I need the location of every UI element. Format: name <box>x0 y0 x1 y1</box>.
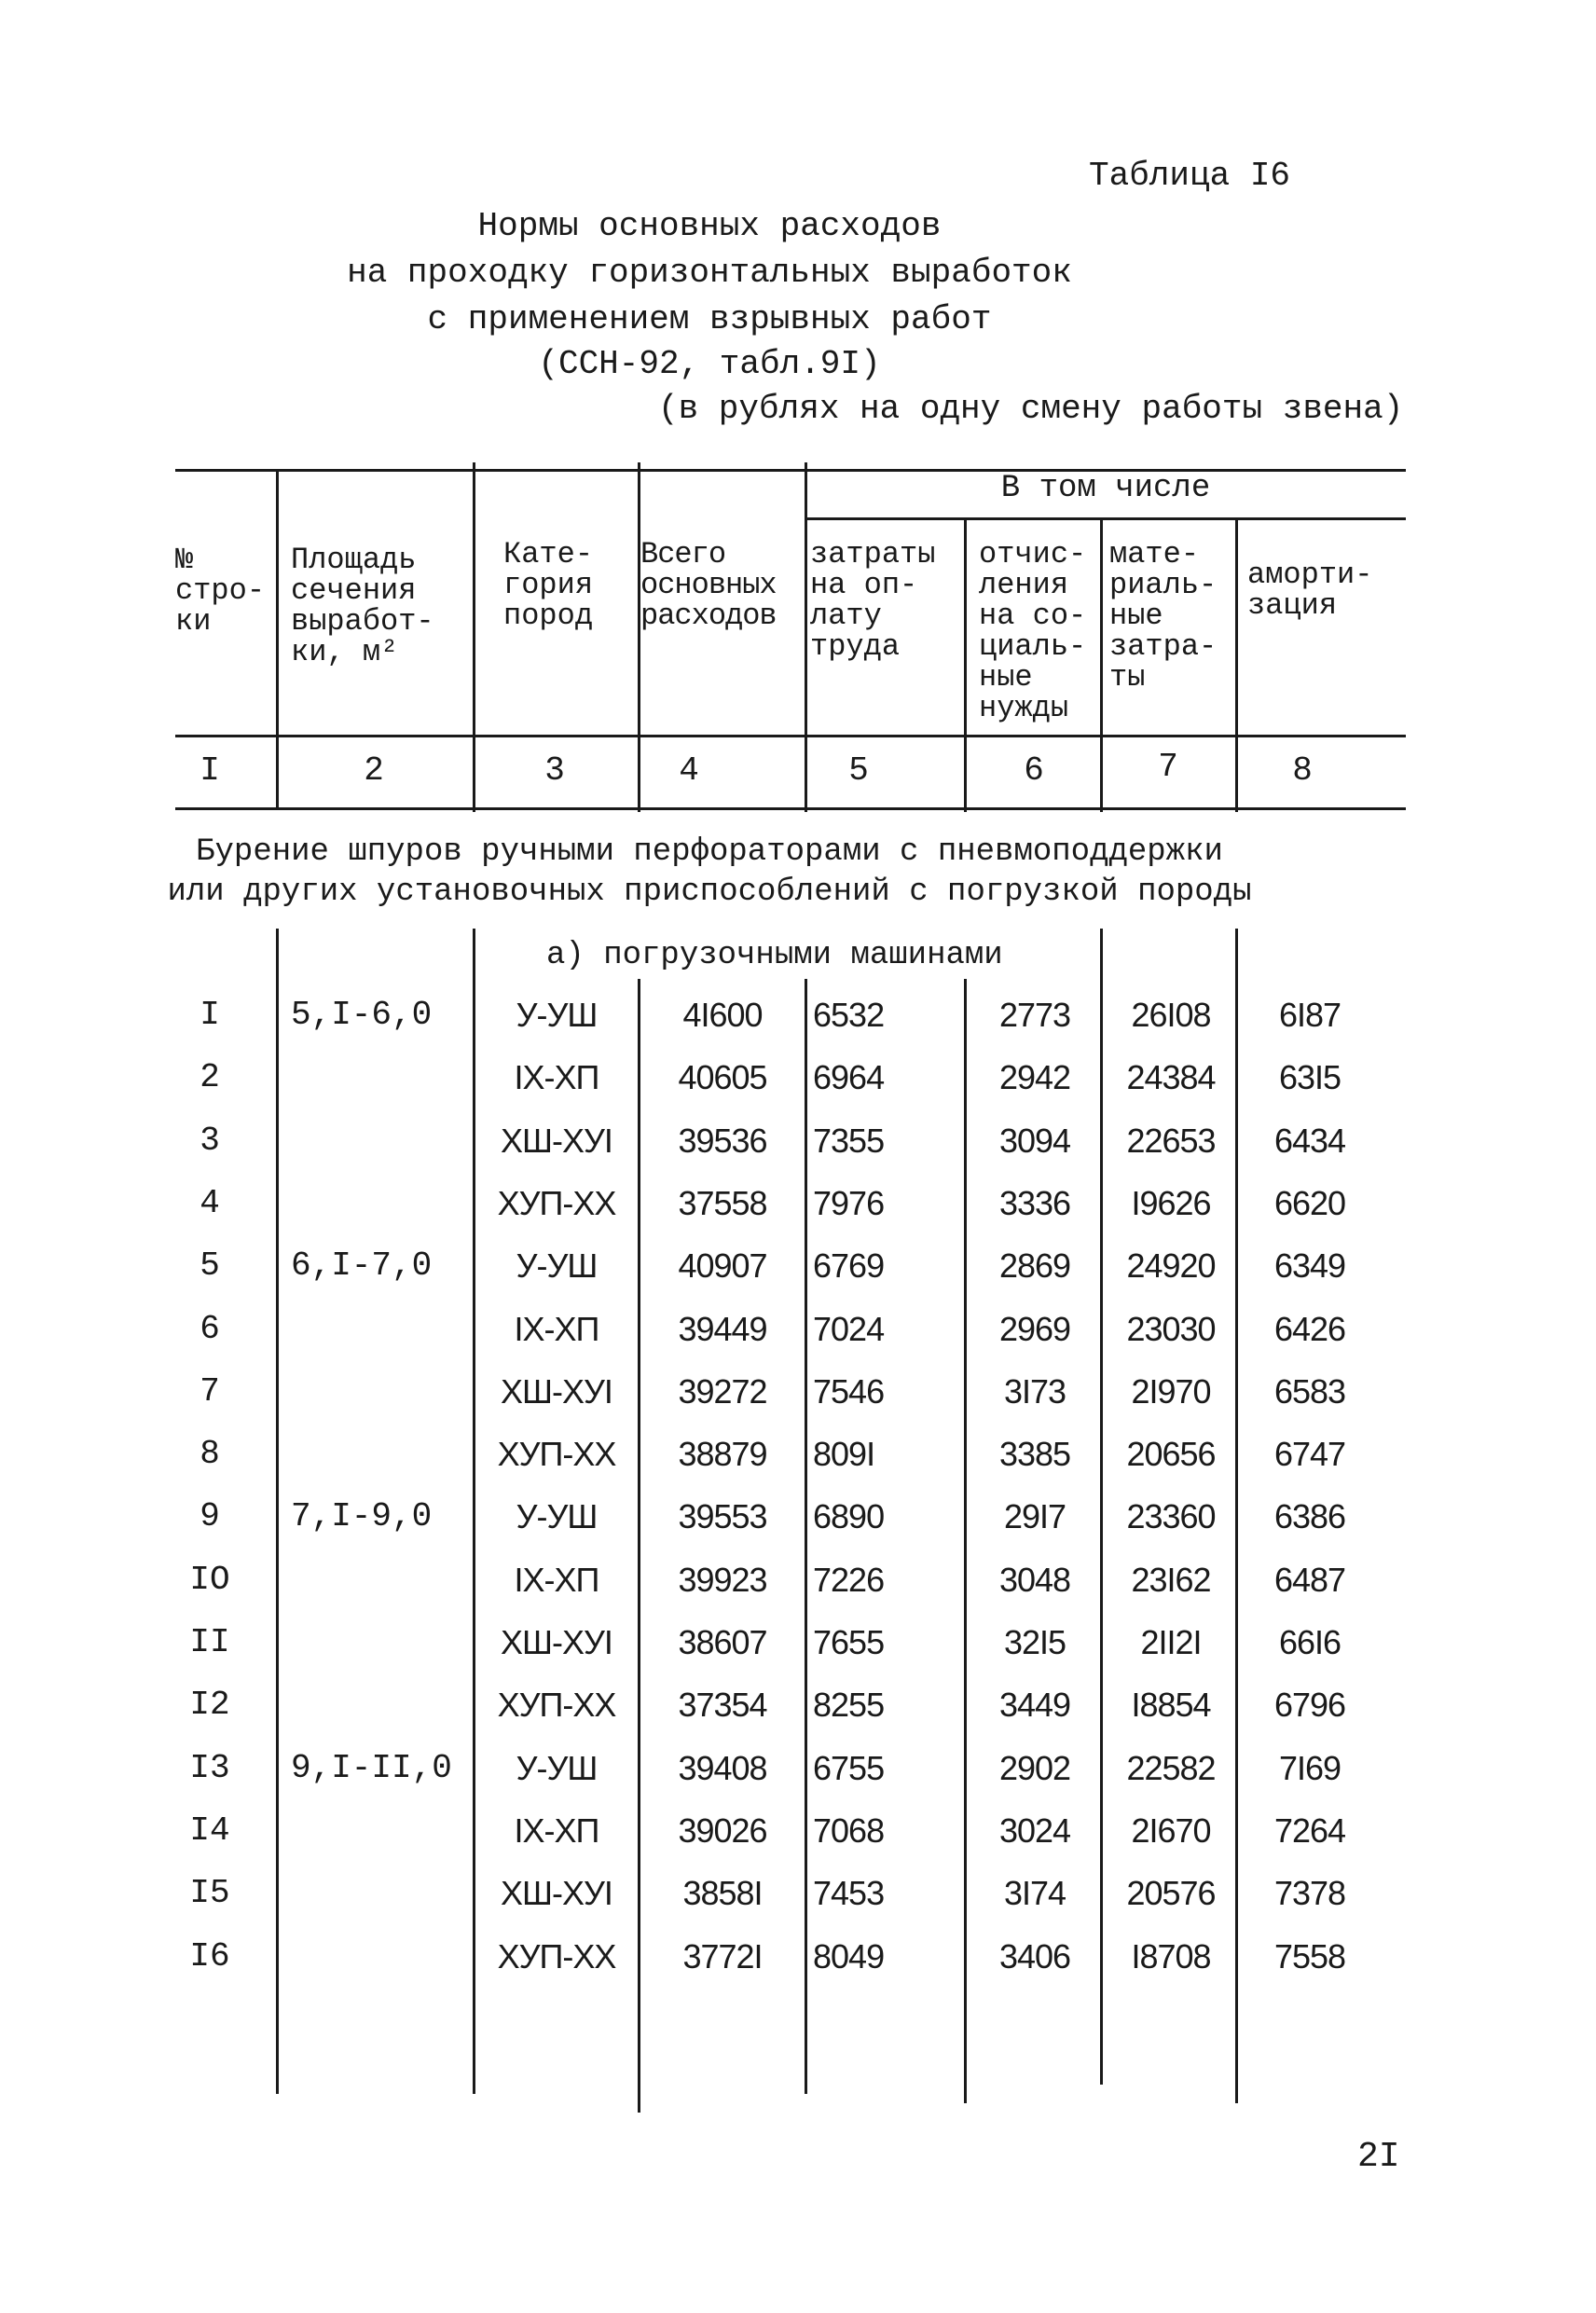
labor-cell: 7546 <box>813 1372 885 1411</box>
labor-cell: 7024 <box>813 1310 885 1348</box>
col-number-4: 4 <box>679 751 699 790</box>
category-cell: У-УШ <box>516 1497 598 1535</box>
amortization-cell: 6386 <box>1273 1497 1346 1535</box>
col-number-6: 6 <box>1024 751 1044 790</box>
section-title-1: Бурение шпуров ручными перфораторами с пневмоподдержки <box>196 834 1223 870</box>
material-cell: 23360 <box>1126 1497 1216 1535</box>
header-vline-7 <box>1235 517 1238 812</box>
title-line-2: на проходку горизонтальных выработок <box>347 254 1072 292</box>
social-cell: 3449 <box>998 1686 1071 1724</box>
col-header-2: Площадь сечения выработ- ки, м² <box>291 543 434 669</box>
material-cell: 2II2I <box>1140 1623 1202 1661</box>
labor-cell: 6964 <box>813 1058 885 1096</box>
header-vline-4 <box>805 462 807 812</box>
total-cell: 39449 <box>678 1310 767 1348</box>
social-cell: 2869 <box>998 1246 1071 1285</box>
labor-cell: 7976 <box>813 1184 885 1222</box>
material-cell: 2I970 <box>1131 1372 1211 1411</box>
row-number-cell: 9 <box>200 1497 220 1535</box>
category-cell: У-УШ <box>516 1749 598 1787</box>
col-header-5: затраты на оп- лату труда <box>810 537 936 664</box>
row-number-cell: IO <box>189 1561 230 1599</box>
row-number-cell: 4 <box>200 1184 220 1222</box>
body-vline-3 <box>638 979 640 2113</box>
col-number-8: 8 <box>1292 751 1313 790</box>
amortization-cell: 6583 <box>1273 1372 1346 1411</box>
amortization-cell: 63I5 <box>1278 1058 1341 1096</box>
labor-cell: 6769 <box>813 1246 885 1285</box>
amortization-cell: 6747 <box>1273 1435 1346 1473</box>
labor-cell: 7226 <box>813 1561 885 1599</box>
amortization-cell: 6426 <box>1273 1310 1346 1348</box>
labor-cell: 6532 <box>813 996 885 1034</box>
title-line-1: Нормы основных расходов <box>477 207 942 245</box>
body-vline-4 <box>805 979 807 2094</box>
col-header-1: № стро- ки <box>175 543 266 639</box>
col-number-5: 5 <box>848 751 869 790</box>
col-header-6: отчис- ления на со- циаль- ные нужды <box>979 537 1087 725</box>
col-header-3: Кате- гория пород <box>503 537 594 633</box>
section-title-2: или других установочных приспособлений с погрузкой породы <box>167 874 1252 910</box>
social-cell: 29I7 <box>1003 1497 1066 1535</box>
labor-cell: 7068 <box>813 1811 885 1850</box>
material-cell: I8708 <box>1131 1937 1211 1976</box>
labor-cell: 809I <box>813 1435 875 1473</box>
header-vline-6 <box>1100 517 1103 812</box>
social-cell: 3048 <box>998 1561 1071 1599</box>
subsection-title: а) погрузочными машинами <box>546 938 1003 973</box>
col-number-1: I <box>200 751 220 790</box>
total-cell: 38879 <box>678 1435 767 1473</box>
area-cell: 6,I-7,0 <box>291 1246 433 1285</box>
header-mid-rule <box>175 735 1406 737</box>
header-vline-5 <box>964 517 967 812</box>
material-cell: 23030 <box>1126 1310 1216 1348</box>
row-number-cell: 5 <box>200 1246 220 1285</box>
page-number: 2I <box>1357 2137 1400 2177</box>
category-cell: IХ-ХП <box>514 1811 599 1850</box>
amortization-cell: 6349 <box>1273 1246 1346 1285</box>
group-rule <box>805 517 1406 520</box>
area-cell: 5,I-6,0 <box>291 996 433 1034</box>
social-cell: 2902 <box>998 1749 1071 1787</box>
social-cell: 3I73 <box>1003 1372 1066 1411</box>
category-cell: ХУП-ХХ <box>497 1686 616 1724</box>
table-label: Таблица I6 <box>1089 157 1291 195</box>
row-number-cell: I4 <box>189 1811 230 1850</box>
labor-cell: 6755 <box>813 1749 885 1787</box>
material-cell: 24384 <box>1126 1058 1216 1096</box>
total-cell: 4I600 <box>682 996 763 1034</box>
header-vline-1 <box>276 469 279 810</box>
social-cell: 3094 <box>998 1122 1071 1160</box>
material-cell: 2I670 <box>1131 1811 1211 1850</box>
header-bottom-rule <box>175 807 1406 810</box>
amortization-cell: 6I87 <box>1278 996 1341 1034</box>
category-cell: ХУП-ХХ <box>497 1435 616 1473</box>
area-cell: 9,I-II,0 <box>291 1749 452 1787</box>
row-number-cell: I2 <box>189 1686 230 1724</box>
category-cell: У-УШ <box>516 1246 598 1285</box>
social-cell: 2942 <box>998 1058 1071 1096</box>
social-cell: 32I5 <box>1003 1623 1066 1661</box>
category-cell: IХ-ХП <box>514 1058 599 1096</box>
amortization-cell: 7558 <box>1273 1937 1346 1976</box>
material-cell: I9626 <box>1131 1184 1211 1222</box>
category-cell: IХ-ХП <box>514 1561 599 1599</box>
social-cell: 3I74 <box>1003 1874 1066 1912</box>
labor-cell: 7355 <box>813 1122 885 1160</box>
social-cell: 2969 <box>998 1310 1071 1348</box>
category-cell: У-УШ <box>516 996 598 1034</box>
col-header-8: аморти- зация <box>1247 558 1373 623</box>
col-number-7: 7 <box>1158 748 1178 786</box>
row-number-cell: I3 <box>189 1749 230 1787</box>
total-cell: 39408 <box>678 1749 767 1787</box>
row-number-cell: I <box>200 996 220 1034</box>
row-number-cell: 3 <box>200 1122 220 1160</box>
col-number-3: 3 <box>544 751 565 790</box>
row-number-cell: 8 <box>200 1435 220 1473</box>
header-vline-3 <box>638 462 640 812</box>
social-cell: 3385 <box>998 1435 1071 1473</box>
labor-cell: 8255 <box>813 1686 885 1724</box>
category-cell: ХШ-ХУI <box>501 1623 612 1661</box>
total-cell: 37354 <box>678 1686 767 1724</box>
amortization-cell: 7I69 <box>1278 1749 1341 1787</box>
body-vline-5 <box>964 979 967 2103</box>
material-cell: 23I62 <box>1131 1561 1211 1599</box>
social-cell: 3406 <box>998 1937 1071 1976</box>
total-cell: 37558 <box>678 1184 767 1222</box>
labor-cell: 8049 <box>813 1937 885 1976</box>
row-number-cell: 7 <box>200 1372 220 1411</box>
category-cell: ХШ-ХУI <box>501 1122 612 1160</box>
title-line-4: (ССН-92, табл.9I) <box>538 345 881 383</box>
material-cell: 26I08 <box>1131 996 1211 1034</box>
group-header: В том числе <box>1000 471 1211 506</box>
total-cell: 39536 <box>678 1122 767 1160</box>
total-cell: 3772I <box>682 1937 763 1976</box>
material-cell: 22582 <box>1126 1749 1216 1787</box>
area-cell: 7,I-9,0 <box>291 1497 433 1535</box>
total-cell: 39553 <box>678 1497 767 1535</box>
col-header-4: Всего основных расходов <box>640 537 777 633</box>
category-cell: ХУП-ХХ <box>497 1184 616 1222</box>
row-number-cell: I6 <box>189 1937 230 1976</box>
row-number-cell: 6 <box>200 1310 220 1348</box>
total-cell: 38607 <box>678 1623 767 1661</box>
total-cell: 39923 <box>678 1561 767 1599</box>
col-header-7: мате- риаль- ные затра- ты <box>1109 537 1218 695</box>
total-cell: 3858I <box>682 1874 763 1912</box>
body-vline-6 <box>1100 929 1103 2085</box>
category-cell: ХШ-ХУI <box>501 1874 612 1912</box>
amortization-cell: 66I6 <box>1278 1623 1341 1661</box>
amortization-cell: 6434 <box>1273 1122 1346 1160</box>
social-cell: 3024 <box>998 1811 1071 1850</box>
labor-cell: 7453 <box>813 1874 885 1912</box>
labor-cell: 7655 <box>813 1623 885 1661</box>
total-cell: 40605 <box>678 1058 767 1096</box>
category-cell: ХУП-ХХ <box>497 1937 616 1976</box>
category-cell: ХШ-ХУI <box>501 1372 612 1411</box>
header-vline-2 <box>473 462 475 812</box>
labor-cell: 6890 <box>813 1497 885 1535</box>
material-cell: 24920 <box>1126 1246 1216 1285</box>
body-vline-1 <box>276 929 279 2094</box>
units-note: (в рублях на одну смену работы звена) <box>658 390 1404 428</box>
material-cell: 20656 <box>1126 1435 1216 1473</box>
category-cell: IХ-ХП <box>514 1310 599 1348</box>
amortization-cell: 6796 <box>1273 1686 1346 1724</box>
material-cell: 22653 <box>1126 1122 1216 1160</box>
social-cell: 3336 <box>998 1184 1071 1222</box>
row-number-cell: II <box>189 1623 230 1661</box>
total-cell: 40907 <box>678 1246 767 1285</box>
title-line-3: с применением взрывных работ <box>427 300 992 338</box>
col-number-2: 2 <box>364 751 384 790</box>
amortization-cell: 7378 <box>1273 1874 1346 1912</box>
amortization-cell: 7264 <box>1273 1811 1346 1850</box>
total-cell: 39272 <box>678 1372 767 1411</box>
row-number-cell: 2 <box>200 1058 220 1096</box>
material-cell: 20576 <box>1126 1874 1216 1912</box>
social-cell: 2773 <box>998 996 1071 1034</box>
material-cell: I8854 <box>1131 1686 1211 1724</box>
row-number-cell: I5 <box>189 1874 230 1912</box>
amortization-cell: 6620 <box>1273 1184 1346 1222</box>
total-cell: 39026 <box>678 1811 767 1850</box>
amortization-cell: 6487 <box>1273 1561 1346 1599</box>
